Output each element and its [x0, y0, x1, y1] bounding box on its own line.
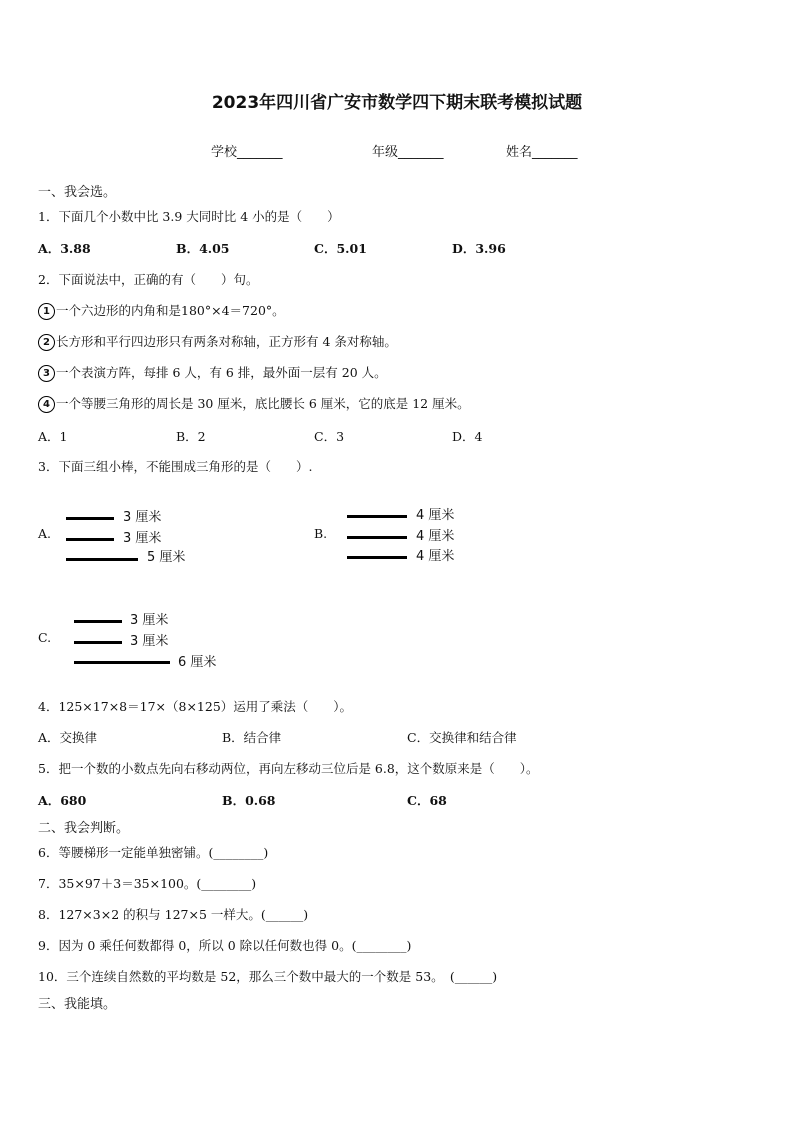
question-4-stem: 4．125×17×8＝17×（8×125）运用了乘法（ ）。	[38, 699, 353, 714]
q5-option-c: C．68	[407, 793, 447, 808]
q1-option-a: A．3.88	[38, 241, 91, 256]
stick-b3-length: 4 厘米	[416, 549, 455, 564]
q2-option-c: C．3	[314, 429, 345, 444]
stick-c2	[74, 641, 122, 644]
stick-b3	[347, 556, 407, 559]
q2-statement-1-text: 一个六边形的内角和是180°×4＝720°。	[56, 303, 285, 318]
circled-number-3: 3	[38, 365, 55, 382]
section-heading-2: 二、我会判断。	[38, 821, 130, 836]
school-field: 学校_______	[211, 145, 283, 160]
q2-statement-1	[38, 301, 285, 320]
q4-option-b: B．结合律	[222, 730, 282, 745]
circled-number-1: 1	[38, 303, 55, 320]
q4-option-c: C．交换律和结合律	[407, 730, 517, 745]
q4-option-a: A．交换律	[38, 730, 98, 745]
judge-question-10: 10．三个连续自然数的平均数是 52，那么三个数中最大的一个数是 53。 (______)	[38, 969, 498, 984]
stick-c3	[74, 661, 170, 664]
q1-option-b: B．4.05	[176, 241, 230, 256]
stick-a2-length: 3 厘米	[123, 531, 162, 546]
q2-option-b: B．2	[176, 429, 206, 444]
stick-c3-length: 6 厘米	[178, 655, 217, 670]
grade-field: 年级_______	[372, 145, 444, 160]
stick-b2-length: 4 厘米	[416, 529, 455, 544]
q2-statement-2	[38, 332, 397, 351]
q2-statement-4	[38, 394, 470, 413]
q2-statement-2-text: 长方形和平行四边形只有两条对称轴，正方形有 4 条对称轴。	[56, 334, 397, 349]
stick-a1-length: 3 厘米	[123, 510, 162, 525]
question-2-stem: 2．下面说法中，正确的有（ ）句。	[38, 272, 259, 287]
q2-statement-4-text: 一个等腰三角形的周长是 30 厘米，底比腰长 6 厘米，它的底是 12 厘米。	[56, 396, 470, 411]
q5-option-a: A．680	[38, 793, 87, 808]
stick-a3-length: 5 厘米	[147, 550, 186, 565]
circled-number-2: 2	[38, 334, 55, 351]
judge-question-7: 7．35×97＋3＝35×100。(________)	[38, 876, 257, 891]
q3-group-c-label: C.	[38, 630, 52, 645]
circled-number-4: 4	[38, 396, 55, 413]
q3-group-a-label: A.	[38, 526, 52, 541]
stick-a2	[66, 538, 114, 541]
page-title: 2023年四川省广安市数学四下期末联考模拟试题	[211, 93, 583, 113]
q2-option-a: A．1	[38, 429, 68, 444]
stick-c2-length: 3 厘米	[130, 634, 169, 649]
stick-c1-length: 3 厘米	[130, 613, 169, 628]
question-5-stem: 5．把一个数的小数点先向右移动两位，再向左移动三位后是 6.8，这个数原来是（ ）。	[38, 761, 539, 776]
q2-statement-3	[38, 363, 387, 382]
q2-option-d: D．4	[452, 429, 483, 444]
judge-question-9: 9．因为 0 乘任何数都得 0，所以 0 除以任何数也得 0。(________)	[38, 938, 412, 953]
stick-a3	[66, 558, 138, 561]
q5-option-b: B．0.68	[222, 793, 276, 808]
judge-question-6: 6．等腰梯形一定能单独密铺。(________)	[38, 845, 269, 860]
question-1-stem: 1．下面几个小数中比 3.9 大同时比 4 小的是（ ）	[38, 209, 340, 224]
section-heading-3: 三、我能填。	[38, 997, 117, 1012]
stick-b1-length: 4 厘米	[416, 508, 455, 523]
stick-b1	[347, 515, 407, 518]
question-3-stem: 3．下面三组小棒，不能围成三角形的是（ ）.	[38, 459, 313, 474]
section-heading-1: 一、我会选。	[38, 185, 117, 200]
q3-group-b-label: B.	[314, 526, 328, 541]
stick-a1	[66, 517, 114, 520]
q1-option-d: D．3.96	[452, 241, 506, 256]
q1-option-c: C．5.01	[314, 241, 367, 256]
stick-c1	[74, 620, 122, 623]
q2-statement-3-text: 一个表演方阵，每排 6 人，有 6 排，最外面一层有 20 人。	[56, 365, 387, 380]
stick-b2	[347, 536, 407, 539]
name-field: 姓名_______	[506, 145, 578, 160]
judge-question-8: 8．127×3×2 的积与 127×5 一样大。(______)	[38, 907, 309, 922]
